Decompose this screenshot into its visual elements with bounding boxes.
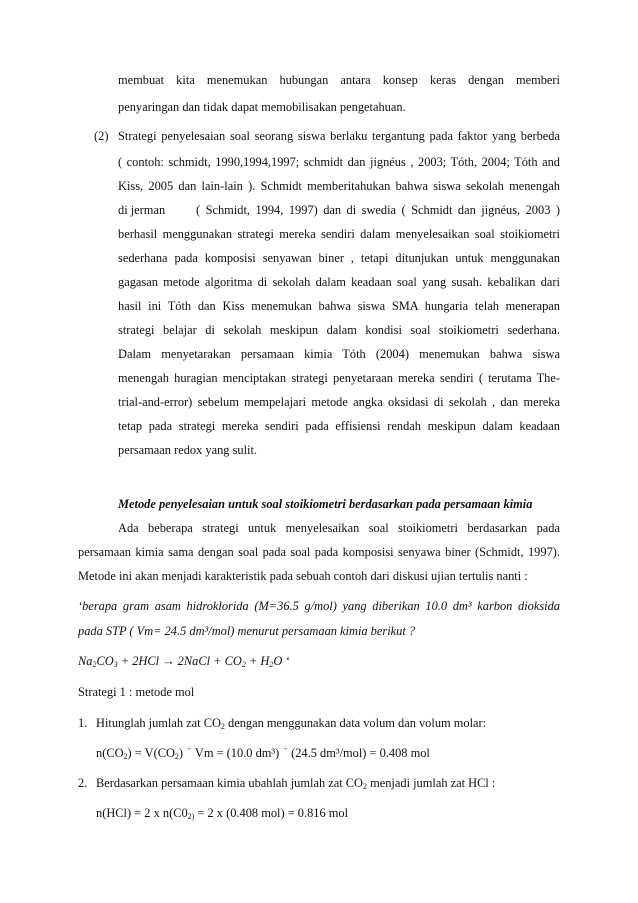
- list-item-line: trial-and-error) sebelum mempelajari metode angka oksidasi di sekolah , dan mereka: [118, 395, 560, 409]
- formula-line: n(HCl) = 2 x $n(C0_{2)} = 2$ x (0.408 mol) = 0.816 mol: [96, 806, 349, 821]
- list-item-line: Kiss, 2005 dan lain-lain ). Schmidt memberitahukan bahwa siswa sekolah menengah: [118, 179, 560, 193]
- paragraph-line: penyaringan dan tidak dapat memobilisakan pengetahuan.: [118, 100, 406, 114]
- list-item-line: Dalam menyetarakan persamaan kimia Tóth (2004) menemukan bahwa siswa: [118, 347, 560, 361]
- list-item-line: menengah huragian menciptakan strategi penyetaraan mereka sendiri ( terutama The-: [118, 371, 560, 385]
- list-item-line: hasil ini Tóth dan Kiss menemukan bahwa siswa SMA hungaria telah menerapan: [118, 299, 560, 313]
- list-item-line: ( Schmidt, 1994, 1997) dan di swedia ( Schmidt dan jignéus, 2003 ): [196, 203, 560, 217]
- list-item-line: ( contoh: schmidt, 1990,1994,1997; schmidt dan jignéus , 2003; Tóth, 2004; Tóth and: [118, 155, 560, 169]
- list-item-line: strategi belajar di sekolah meskipun dalam kondisi soal stoikiometri sederhana.: [118, 323, 560, 337]
- paragraph-line: membuat kita menemukan hubungan antara konsep keras dengan memberi: [118, 73, 560, 87]
- question-line: pada STP ( Vm= 24.5 dm³/mol) menurut persamaan kimia berikut ?: [78, 624, 416, 638]
- paragraph-line: Ada beberapa strategi untuk menyelesaikan soal stoikiometri berdasarkan pada: [118, 521, 560, 535]
- chemical-equation: $Na_2CO_3 + 2HCl$ → 2NaCl + $CO_2 + H_2O$ ‘: [78, 654, 290, 669]
- list-item-line: gagasan metode algoritma di sekolah dalam keadaan soal yang susah. kebalikan dari: [118, 275, 560, 289]
- paragraph-line: Metode ini akan menjadi karakteristik pada sebuah contoh dari diskusi ujian tertulis nanti :: [78, 569, 528, 583]
- formula-line: $n(CO_2) = V(CO_2)$ ÷ Vm = (10.0 dm³) ÷ (24.5 dm³/mol) = 0.408 mol: [96, 745, 430, 761]
- strategy-label: Strategi 1 : metode mol: [78, 685, 195, 699]
- step-number: 2.: [78, 776, 88, 790]
- list-item-line: di jerman: [118, 203, 166, 217]
- step-number: 1.: [78, 716, 88, 730]
- step-text: Hitunglah jumlah zat $CO_2$ dengan menggunakan data volum dan volum molar:: [96, 716, 487, 731]
- list-item-line: Strategi penyelesaian soal seorang siswa berlaku tergantung pada faktor yang berbeda: [118, 129, 560, 143]
- list-item-line: persamaan redox yang sulit.: [118, 443, 258, 457]
- paragraph-line: persamaan kimia sama dengan soal pada soal pada komposisi senyawa biner (Schmidt, 1997).: [78, 545, 560, 559]
- section-heading: Metode penyelesaian untuk soal stoikiometri berdasarkan pada persamaan kimia: [118, 497, 533, 511]
- list-number: (2): [94, 129, 109, 143]
- list-item-line: tetap pada strategi mereka sendiri pada effisiensi rendah meskipun dalam keadaan: [118, 419, 560, 433]
- question-line: ‘berapa gram asam hidroklorida (M=36.5 g/mol) yang diberikan 10.0 dm³ karbon dioksida: [78, 599, 560, 613]
- list-item-line: berhasil menggunakan strategi mereka sendiri dalam menyelesaikan soal stoikiometri: [118, 227, 560, 241]
- list-item-line: sederhana pada komposisi senyawan biner , tetapi ditunjukan untuk menggunakan: [118, 251, 560, 265]
- step-text: Berdasarkan persamaan kimia ubahlah jumlah zat $CO_2$ menjadi jumlah zat HCl :: [96, 776, 496, 791]
